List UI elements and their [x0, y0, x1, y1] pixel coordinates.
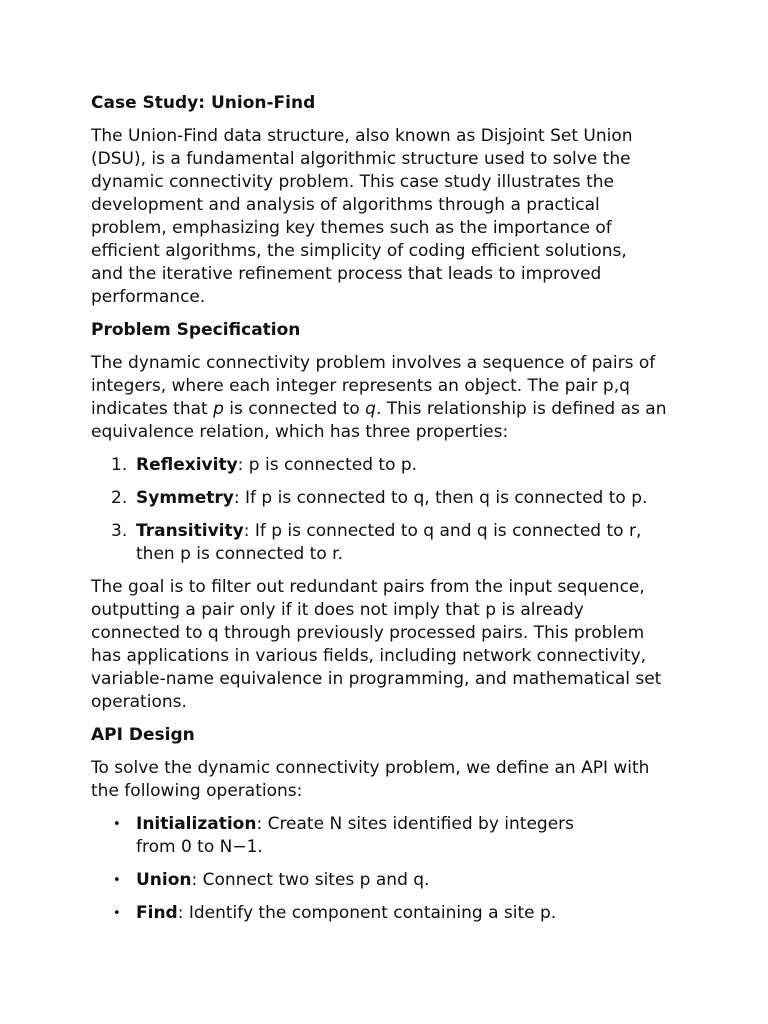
section-heading-api: API Design — [91, 725, 195, 745]
problem-text-1: The dynamic connectivity problem involves a sequence of pairs of integers, where each integer represents an object. The pair p,q indicates that — [91, 353, 656, 419]
operation-term: Find — [136, 903, 178, 923]
operation-text: : Connect two sites p and q. — [191, 870, 430, 890]
property-text: : If p is connected to q and q is connected to r, then p is connected to r. — [136, 521, 642, 564]
list-item — [91, 813, 691, 859]
operation-term: Union — [136, 870, 192, 890]
problem-text-3: . This relationship is defined as an equivalence relation, which has three properties: — [91, 399, 667, 442]
bullet-marker: • — [113, 817, 121, 832]
property-term: Reflexivity — [136, 455, 238, 475]
list-item — [91, 869, 691, 892]
list-number: 1. — [111, 455, 128, 475]
list-item — [91, 902, 691, 925]
section-heading-problem: Problem Specification — [91, 320, 301, 340]
list-item — [91, 454, 691, 477]
operations-list — [91, 813, 691, 925]
goal-paragraph: The goal is to filter out redundant pairs from the input sequence, outputting a pair only if it does not imply that p is already connected to q through previously processed pairs. This problem has applications in various fields, including network connectivity, variable-name equivalence in programming, and mathematical set operations. — [91, 577, 662, 712]
var-p: p — [213, 399, 224, 419]
bullet-marker: • — [113, 906, 121, 921]
problem-paragraph — [91, 352, 681, 444]
properties-list — [91, 454, 691, 566]
property-term: Transitivity — [136, 521, 244, 541]
list-number: 2. — [111, 488, 128, 508]
operation-term: Initialization — [136, 814, 257, 834]
property-text: : p is connected to p. — [237, 455, 418, 475]
problem-text-2: is connected to — [223, 399, 366, 419]
list-number: 3. — [111, 521, 128, 541]
operation-text-cont: from 0 to N−1. — [136, 837, 263, 857]
property-text: : If p is connected to q, then q is connected to p. — [233, 488, 648, 508]
intro-paragraph: The Union-Find data structure, also known as Disjoint Set Union (DSU), is a fundamental algorithmic structure used to solve the dynamic connectivity problem. This case study illustrates the development and analysis of algorithms through a practical problem, emphasizing key themes such as the importance of efficient algorithms, the simplicity of coding efficient solutions, and the iterative refinement process that leads to improved performance. — [91, 126, 633, 307]
document-body — [91, 92, 691, 925]
list-item — [91, 520, 681, 566]
operation-text: : Create N sites identified by integers — [256, 814, 575, 834]
list-item — [91, 487, 691, 510]
page-title: Case Study: Union-Find — [91, 93, 316, 113]
bullet-marker: • — [113, 873, 121, 888]
api-intro-paragraph: To solve the dynamic connectivity problem, we define an API with the following operations: — [91, 758, 650, 801]
var-q: q — [365, 399, 376, 419]
operation-text: : Identify the component containing a site p. — [177, 903, 557, 923]
property-term: Symmetry — [136, 488, 234, 508]
